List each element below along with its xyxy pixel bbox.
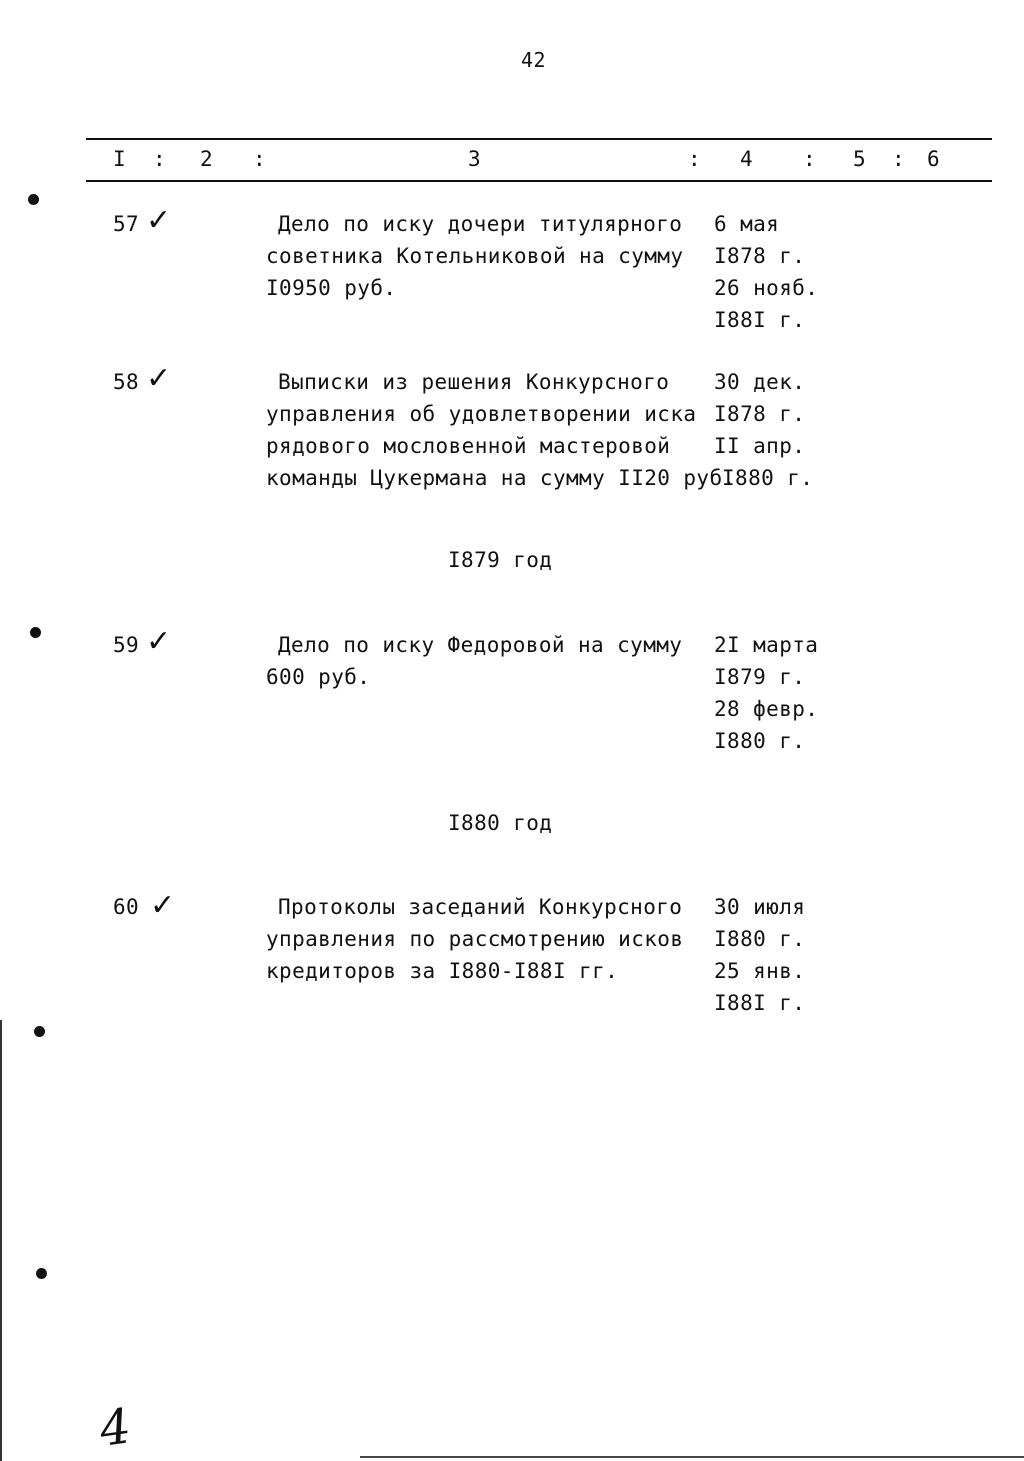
punch-hole-icon [28, 194, 39, 205]
entry-date-line: I880 г. [722, 466, 814, 490]
entry-date-line: 30 дек. [714, 370, 806, 394]
entry-date-line: I878 г. [714, 402, 806, 426]
checkmark-icon: ✓ [150, 888, 176, 923]
entry-date-line: I88I г. [714, 308, 806, 332]
checkmark-icon: ✓ [146, 203, 172, 238]
entry-date-line: I880 г. [714, 927, 806, 951]
column-header-6: 6 [927, 147, 941, 171]
entry-title-line: Протоколы заседаний Конкурсного [278, 895, 683, 919]
checkmark-icon: ✓ [146, 361, 172, 396]
column-header-separator: : [153, 147, 167, 171]
table-header-top-rule [86, 138, 992, 140]
entry-title-line: рядового мословенной мастеровой [266, 434, 671, 458]
entry-date-line: I878 г. [714, 244, 806, 268]
punch-hole-icon [34, 1026, 45, 1037]
entry-number: 57 [113, 212, 140, 236]
column-header-separator: : [892, 147, 906, 171]
entry-title-line: кредиторов за I880-I88I гг. [266, 959, 619, 983]
entry-date-line: I880 г. [714, 729, 806, 753]
table-header-bottom-rule [86, 180, 992, 182]
column-header-1: I [113, 147, 127, 171]
entry-title-line: управления по рассмотрению исков [266, 927, 684, 951]
column-header-separator: : [253, 147, 267, 171]
margin-edge-line [0, 1020, 2, 1461]
column-header-4: 4 [740, 147, 754, 171]
entry-title-line: управления об удовлетворении иска [266, 402, 697, 426]
entry-date-line: 28 февр. [714, 697, 819, 721]
entry-date-line: 6 мая [714, 212, 780, 236]
checkmark-icon: ✓ [146, 624, 172, 659]
entry-date-line: 30 июля [714, 895, 806, 919]
column-header-5: 5 [853, 147, 867, 171]
punch-hole-icon [30, 627, 41, 638]
entry-number: 59 [113, 633, 140, 657]
entry-date-line: 26 нояб. [714, 276, 819, 300]
entry-title-line: Дело по иску Федоровой на сумму [278, 633, 683, 657]
column-header-2: 2 [200, 147, 214, 171]
entry-date-line: I88I г. [714, 991, 806, 1015]
page-number: 42 [521, 48, 546, 72]
entry-title-line: Дело по иску дочери титулярного [278, 212, 683, 236]
entry-title-line: 600 руб. [266, 665, 371, 689]
entry-title-line: команды Цукермана на сумму II20 руб. [266, 466, 736, 490]
year-heading: I880 год [448, 811, 553, 835]
entry-date-line: I879 г. [714, 665, 806, 689]
column-header-3: 3 [468, 147, 482, 171]
column-header-separator: : [688, 147, 702, 171]
entry-title-line: советника Котельниковой на сумму [266, 244, 684, 268]
column-header-separator: : [803, 147, 817, 171]
entry-number: 58 [113, 370, 140, 394]
entry-date-line: 2I марта [714, 633, 819, 657]
year-heading: I879 год [448, 548, 553, 572]
handwritten-mark: 4 [96, 1398, 135, 1458]
entry-title-line: Выписки из решения Конкурсного [278, 370, 670, 394]
entry-title-line: I0950 руб. [266, 276, 397, 300]
entry-date-line: II апр. [714, 434, 806, 458]
bottom-edge-line [360, 1456, 1024, 1458]
entry-date-line: 25 янв. [714, 959, 806, 983]
punch-hole-icon [36, 1268, 47, 1279]
entry-number: 60 [113, 895, 140, 919]
